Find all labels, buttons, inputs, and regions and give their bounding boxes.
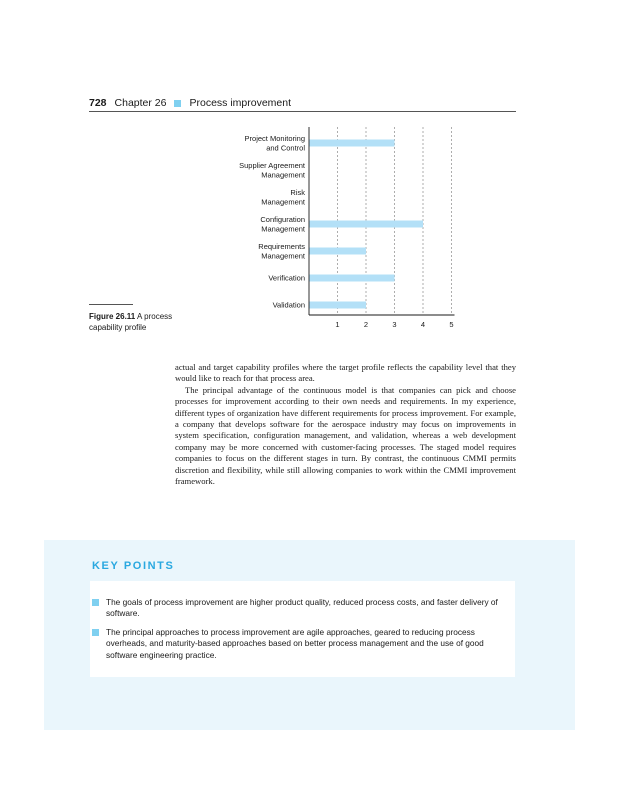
- paragraph-1: actual and target capability profiles where the target profile reflects the capability level that they would like to reach for that process area.: [175, 362, 516, 384]
- x-tick-label: 3: [392, 320, 397, 329]
- paragraph-2: The principal advantage of the continuous model is that companies can pick and choose processes for improvement according to their own needs and requirements. In my experience, different types of organization have different requirements for process improvement. For example, a company that develops software for the aerospace industry may focus on improvements in system specification, configuration management, and validation, whereas a web development company may be more concerned with customer-facing processes. The staged model requires companies to focus on the different stages in turn. By contrast, the continuous CMMI permits discretion and flexibility, while still allowing companies to work within the CMMI improvement framework.: [175, 384, 516, 487]
- category-label: Supplier Agreement: [239, 160, 305, 170]
- key-points-title: KEY POINTS: [92, 560, 175, 572]
- figure-label: Figure 26.11: [89, 312, 136, 321]
- bullet-square-icon: [92, 599, 99, 606]
- key-point-text: The principal approaches to process improvement are agile approaches, geared to reducing process overheads, and maturity-based approaches based on better process management and the use of good software engineering practice.: [106, 627, 484, 660]
- section-title: Process improvement: [189, 97, 292, 109]
- category-label: Management: [261, 251, 305, 261]
- category-label: Configuration: [260, 214, 305, 224]
- category-label: Verification: [268, 273, 305, 283]
- bullet-square-icon: [92, 629, 99, 636]
- x-tick-label: 5: [449, 320, 454, 329]
- key-points-panel: [44, 540, 575, 730]
- bar-4: [309, 221, 423, 228]
- bar-6: [309, 275, 395, 282]
- category-label: Management: [261, 197, 305, 207]
- category-label: Project Monitoring: [244, 133, 305, 143]
- category-label: Management: [261, 224, 305, 234]
- key-point-item: [106, 597, 506, 620]
- category-label: and Control: [266, 143, 305, 153]
- x-tick-label: 2: [363, 320, 369, 329]
- x-tick-label: 4: [420, 320, 426, 329]
- page-number: 728: [89, 97, 107, 109]
- bar-7: [309, 302, 366, 309]
- key-point-text: The goals of process improvement are higher product quality, reduced process costs, and faster delivery of software.: [106, 597, 498, 619]
- x-tick-label: 1: [335, 320, 340, 329]
- figure-caption-text: A process capability profile: [89, 312, 173, 332]
- category-label: Validation: [272, 300, 305, 310]
- key-point-item: [106, 627, 506, 661]
- body-text: [175, 362, 516, 487]
- capability-profile-chart: [0, 0, 618, 360]
- category-label: Risk: [290, 187, 305, 197]
- category-label: Management: [261, 170, 305, 180]
- category-label: Requirements: [258, 241, 305, 251]
- chapter-label: Chapter 26: [114, 97, 167, 109]
- bar-5: [309, 248, 366, 255]
- bar-1: [309, 140, 395, 147]
